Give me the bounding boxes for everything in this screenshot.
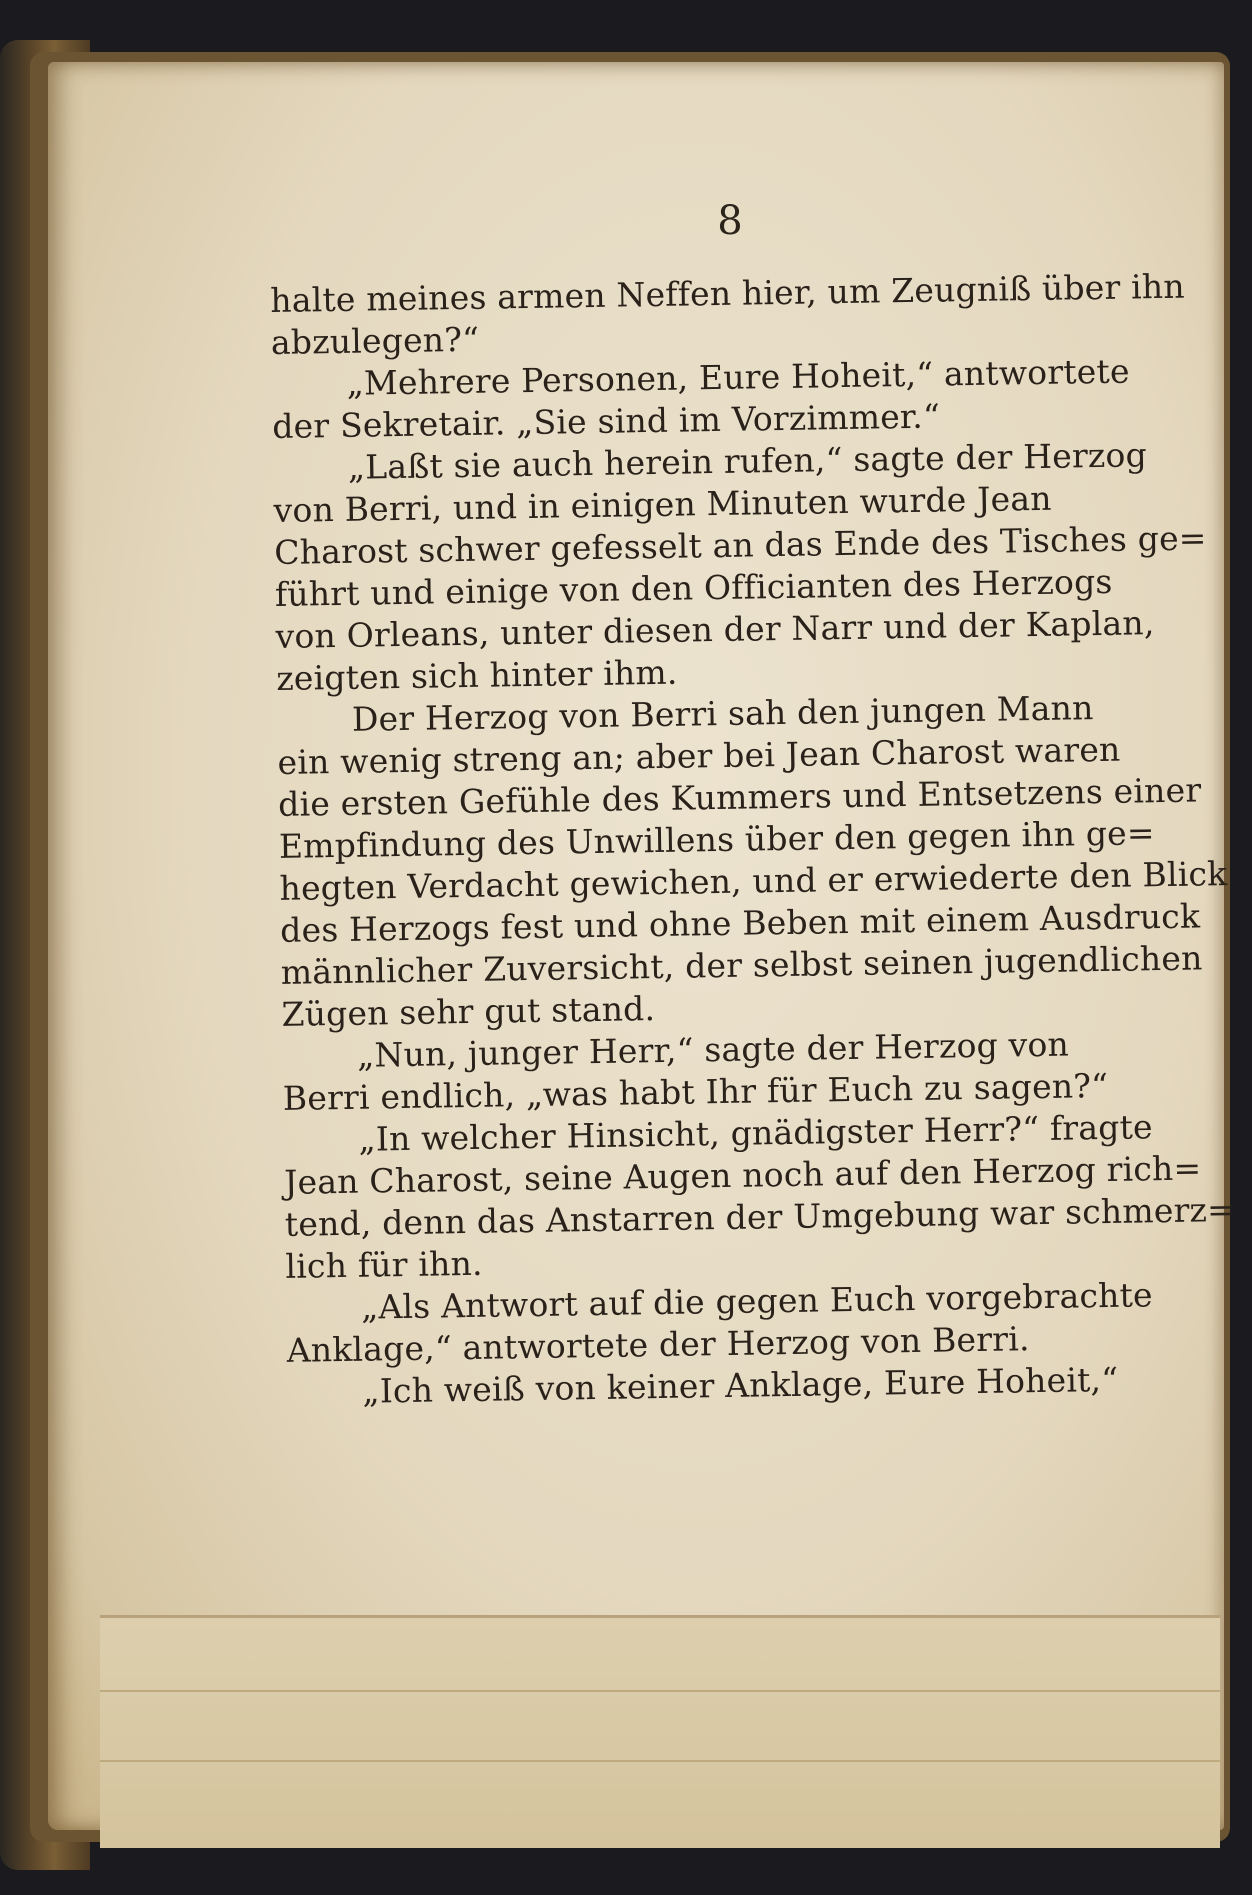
page-stack-line xyxy=(100,1690,1220,1692)
text-line: „Ich weiß von keiner Anklage, Eure Hoheit,“ xyxy=(362,1359,1119,1411)
text-line: hegten Verdacht gewichen, und er erwiederte den Blick xyxy=(279,854,1228,908)
text-line: „Laßt sie auch herein rufen,“ sagte der Herzog xyxy=(347,435,1148,487)
text-line: führt und einige von den Officianten des Herzogs xyxy=(274,561,1113,614)
text-line: der Sekretair. „Sie sind im Vorzimmer.“ xyxy=(271,396,941,446)
text-line: Charost schwer gefesselt an das Ende des Tisches ge= xyxy=(273,518,1207,572)
text-line: Zügen sehr gut stand. xyxy=(281,989,656,1034)
text-line: Berri endlich, „was habt Ihr für Euch zu sagen?“ xyxy=(282,1065,1109,1118)
text-line: „Als Antwort auf die gegen Euch vorgebrachte xyxy=(360,1275,1154,1327)
text-line: Anklage,“ antwortete der Herzog von Berri. xyxy=(286,1319,1030,1370)
text-line: von Orleans, unter diesen der Narr und der Kaplan, xyxy=(275,603,1155,656)
page-number: 8 xyxy=(717,198,743,244)
text-line: die ersten Gefühle des Kummers und Entsetzens einer xyxy=(277,770,1202,824)
text-line: von Berri, und in einigen Minuten wurde Jean xyxy=(273,478,1052,530)
page-stack-edges xyxy=(100,1615,1220,1848)
text-line: abzulegen?“ xyxy=(270,319,480,362)
text-line: „Mehrere Personen, Eure Hoheit,“ antwortete xyxy=(346,351,1130,403)
page-stack-line xyxy=(100,1760,1220,1762)
body-text xyxy=(270,266,1236,1414)
text-line: tend, denn das Anstarren der Umgebung war schmerz= xyxy=(284,1189,1236,1244)
text-line: lich für ihn. xyxy=(285,1243,483,1286)
text-line: „Nun, junger Herr,“ sagte der Herzog von xyxy=(356,1024,1070,1075)
text-line: ein wenig streng an; aber bei Jean Charost waren xyxy=(277,729,1121,782)
text-line: Der Herzog von Berri sah den jungen Mann xyxy=(351,688,1094,739)
text-line: Empfindung des Unwillens über den gegen ihn ge= xyxy=(278,813,1156,866)
text-line: „In welcher Hinsicht, gnädigster Herr?“ fragte xyxy=(358,1107,1154,1159)
text-line: männlicher Zuversicht, der selbst seinen jugendlichen xyxy=(280,938,1203,992)
text-line: halte meines armen Neffen hier, um Zeugniß über ihn xyxy=(270,266,1186,320)
text-line: Jean Charost, seine Augen noch auf den Herzog rich= xyxy=(283,1148,1202,1202)
text-line: zeigten sich hinter ihm. xyxy=(275,652,678,698)
text-line: des Herzogs fest und ohne Beben mit einem Ausdruck xyxy=(279,896,1201,950)
